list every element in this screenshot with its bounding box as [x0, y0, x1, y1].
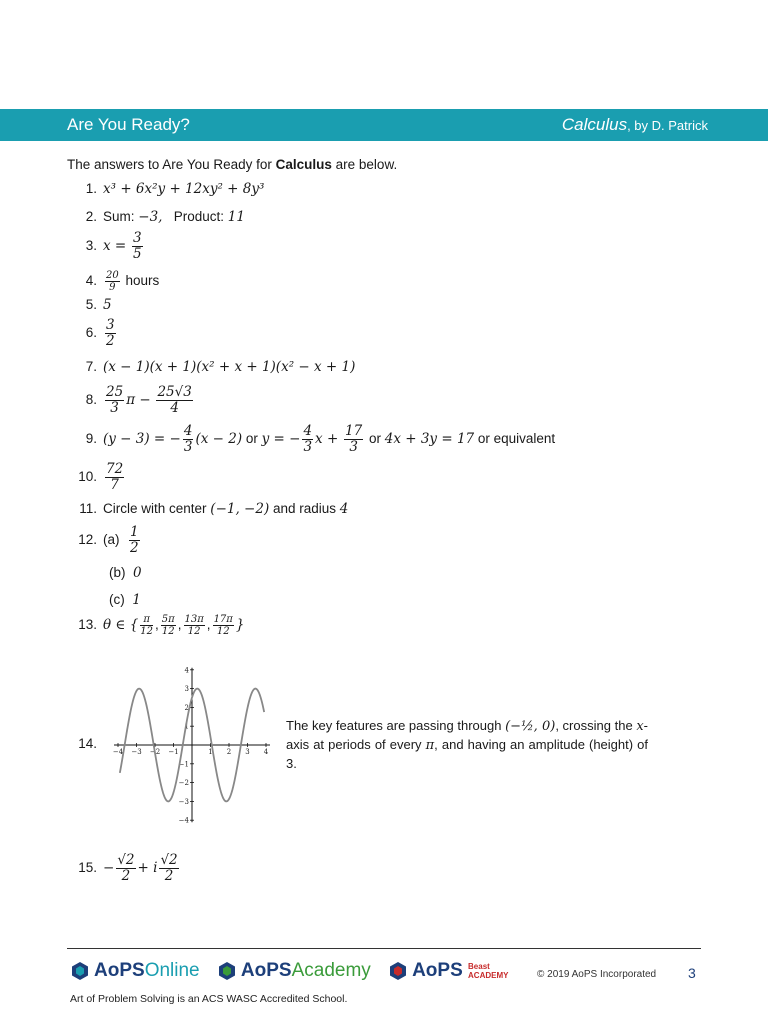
answer-3-lhs: x = — [103, 237, 127, 254]
answer-number: 14. — [78, 736, 97, 751]
answer-5-value: 5 — [103, 297, 112, 313]
answer-10-fraction — [105, 462, 124, 493]
answer-13-item — [213, 614, 234, 637]
answer-9 — [67, 424, 555, 455]
answer-15 — [67, 853, 181, 884]
part-b-label: (b) — [109, 565, 126, 580]
answer-11 — [67, 501, 348, 517]
part-a-label: (a) — [103, 531, 120, 547]
answer-9-part: (y − 3) = − — [103, 430, 181, 447]
y-tick-label: 2 — [184, 703, 189, 712]
answer-9-fraction-1 — [183, 424, 194, 455]
denominator: 2 — [164, 867, 174, 884]
numerator: √2 — [117, 852, 135, 868]
numerator: √2 — [160, 852, 178, 868]
answer-8-fraction-2 — [156, 385, 192, 416]
logo-aops: AoPS — [94, 960, 145, 981]
numerator: 17π — [213, 614, 233, 625]
logo-online: Online — [144, 960, 200, 981]
answer-15-mid: + i — [137, 859, 158, 876]
beast-academy-mark — [468, 962, 508, 980]
note-part: , and having an amplitude (height) of 3. — [286, 737, 648, 771]
y-tick-label: −3 — [178, 797, 189, 806]
cube-icon — [217, 961, 237, 981]
x-tick-label: 1 — [208, 748, 213, 756]
answer-12c — [109, 592, 141, 608]
answer-10 — [67, 462, 126, 493]
aops-beast-academy-logo[interactable] — [388, 960, 508, 982]
intro-text — [67, 157, 397, 172]
copyright: © 2019 AoPS Incorporated — [537, 969, 657, 980]
answer-14 — [67, 736, 103, 751]
answer-12a-fraction — [129, 525, 140, 556]
sum-value: −3, — [138, 209, 163, 225]
answer-13-item — [140, 614, 153, 637]
answer-8 — [67, 385, 195, 416]
answer-9-part: (x − 2) — [195, 430, 243, 447]
logo-aops: AoPS — [412, 960, 463, 981]
numerator: 25 — [106, 384, 124, 400]
beast-word: Beast — [468, 961, 490, 971]
numerator: π — [140, 614, 153, 626]
answer-12 — [67, 525, 142, 556]
answer-number: 1. — [85, 181, 97, 196]
answer-1-value: x³ + 6x²y + 12xy² + 8y³ — [103, 181, 265, 197]
answer-number: 13. — [78, 617, 97, 633]
answer-4 — [67, 270, 159, 293]
denominator: 5 — [132, 245, 142, 262]
note-part: The key features are passing through — [286, 718, 506, 733]
answer-13-item — [184, 614, 205, 637]
accreditation: Art of Problem Solving is an ACS WASC Accredited School. — [70, 993, 348, 1005]
answer-13: 13. θ ∈ { $\frac{\pi}{12}$ , $\frac{5\pi}{12}$ , $\frac{13\pi}{12}$ , $\frac{17\pi}{12}$ } — [67, 614, 244, 637]
denominator: 12 — [140, 626, 154, 637]
y-tick-label: −1 — [178, 760, 189, 769]
cube-icon — [388, 961, 408, 981]
book-author: , by D. Patrick — [627, 118, 708, 133]
answer-9-tail: or equivalent — [474, 430, 556, 446]
product-label: Product: — [173, 209, 228, 224]
y-tick-label: −2 — [178, 779, 189, 788]
logo-aops: AoPS — [240, 960, 292, 981]
or-text: or — [242, 430, 262, 446]
answer-15-part: − — [103, 859, 115, 876]
answer-number: 9. — [85, 430, 97, 446]
answer-8-fraction-1 — [105, 385, 124, 416]
answer-7 — [67, 359, 355, 375]
answer-12b — [109, 565, 142, 581]
denominator: 2 — [121, 867, 131, 884]
note-x: x — [636, 719, 644, 734]
note-pi: π — [425, 738, 435, 753]
footer-logos — [70, 960, 520, 986]
intro-before: The answers to Are You Ready for — [67, 157, 276, 172]
numerator: 3 — [106, 317, 115, 333]
denominator: 4 — [170, 399, 179, 416]
denominator: 12 — [216, 626, 230, 637]
answer-number: 15. — [78, 859, 97, 875]
answer-9-part: x + — [315, 430, 339, 447]
answer-3-fraction — [132, 231, 143, 262]
numerator: 20 — [106, 270, 119, 281]
answer-9-fraction-2 — [302, 424, 313, 455]
page-number: 3 — [688, 965, 696, 981]
denominator: 9 — [109, 282, 116, 293]
intro-after: are below. — [331, 157, 398, 172]
answer-11-radius: 4 — [339, 501, 349, 517]
answer-number: 5. — [85, 297, 97, 312]
y-tick-label: 3 — [184, 685, 189, 694]
denominator: 7 — [110, 476, 119, 493]
y-tick-label: −4 — [178, 816, 189, 825]
book-title: Calculus — [561, 115, 628, 134]
denominator: 12 — [187, 626, 201, 637]
header-book — [562, 115, 708, 135]
y-tick-label: 1 — [184, 722, 189, 731]
logo-academy: Academy — [291, 960, 371, 981]
or-text: or — [365, 430, 385, 446]
answer-2 — [67, 209, 245, 225]
aops-online-logo[interactable] — [70, 960, 200, 982]
denominator: 3 — [183, 438, 193, 455]
numerator: 25√3 — [157, 384, 192, 400]
denominator: 12 — [161, 626, 175, 637]
x-tick-label: −3 — [131, 748, 142, 756]
denominator: 3 — [110, 399, 119, 416]
answer-number: 2. — [85, 209, 97, 224]
footer-divider — [67, 948, 701, 949]
answer-number: 7. — [85, 359, 97, 374]
answer-6 — [67, 318, 118, 349]
answer-9-fraction-3 — [344, 424, 363, 455]
answer-11-center: (−1, −2) — [210, 501, 270, 517]
note-part: , crossing the — [555, 718, 637, 733]
numerator: 1 — [130, 524, 139, 540]
x-tick-label: 2 — [226, 748, 232, 756]
answer-13-item — [161, 614, 176, 637]
answer-13-suffix: } — [235, 617, 245, 634]
numerator: 5π — [161, 614, 175, 625]
answer-11-text: Circle with center — [103, 501, 211, 516]
answer-1 — [67, 181, 264, 197]
y-tick-label: 4 — [184, 666, 189, 675]
aops-academy-logo[interactable] — [217, 960, 371, 982]
numerator: 72 — [106, 461, 124, 477]
denominator: 3 — [303, 438, 313, 455]
intro-bold: Calculus — [275, 157, 332, 172]
answer-7-value: (x − 1)(x + 1)(x² + x + 1)(x² − x + 1) — [103, 359, 356, 375]
answer-11-mid: and radius — [269, 501, 340, 516]
part-c-label: (c) — [109, 592, 125, 607]
answer-5 — [67, 297, 112, 313]
x-tick-label: 3 — [245, 748, 250, 756]
answer-3 — [67, 231, 145, 262]
note-point: (−½, 0) — [505, 719, 556, 734]
answer-number: 12. — [78, 531, 97, 547]
denominator: 2 — [130, 539, 139, 556]
header-banner — [0, 109, 768, 141]
x-tick-label: −4 — [112, 748, 124, 756]
answer-4-unit: hours — [121, 273, 160, 289]
product-value: 11 — [227, 209, 245, 225]
cube-icon — [70, 961, 90, 981]
answer-14-note — [286, 717, 648, 773]
answer-number: 8. — [85, 391, 97, 407]
answer-6-fraction — [105, 318, 116, 349]
header-title: Are You Ready? — [67, 115, 190, 134]
numerator: 13π — [184, 614, 204, 625]
answer-9-part: y = − — [261, 430, 301, 447]
academy-word: ACADEMY — [468, 970, 509, 980]
x-tick-label: −1 — [168, 748, 179, 756]
answer-13-prefix: θ ∈ { — [103, 617, 139, 634]
denominator: 3 — [349, 438, 358, 455]
part-b-value: 0 — [133, 565, 142, 581]
x-tick-label: 4 — [263, 748, 269, 756]
x-tick-label: −2 — [149, 748, 161, 756]
numerator: 4 — [303, 423, 313, 439]
numerator: 17 — [345, 423, 363, 439]
answer-number: 10. — [78, 468, 97, 484]
sum-label: Sum: — [103, 209, 139, 224]
answer-9-part: 4x + 3y = 17 — [384, 430, 475, 447]
answer-8-mid: π − — [126, 391, 151, 408]
numerator: 3 — [132, 230, 142, 246]
answer-15-fraction-1 — [116, 853, 135, 884]
answer-number: 4. — [85, 273, 97, 289]
answer-number: 11. — [79, 501, 97, 516]
answer-number: 6. — [85, 324, 97, 340]
numerator: 4 — [183, 423, 193, 439]
answer-4-fraction — [105, 270, 120, 293]
answer-15-fraction-2 — [159, 853, 178, 884]
denominator: 2 — [106, 332, 115, 349]
sine-graph — [114, 662, 274, 826]
part-c-value: 1 — [132, 592, 141, 608]
note-part: -axis at periods of every — [286, 718, 648, 752]
answer-number: 3. — [85, 237, 97, 253]
